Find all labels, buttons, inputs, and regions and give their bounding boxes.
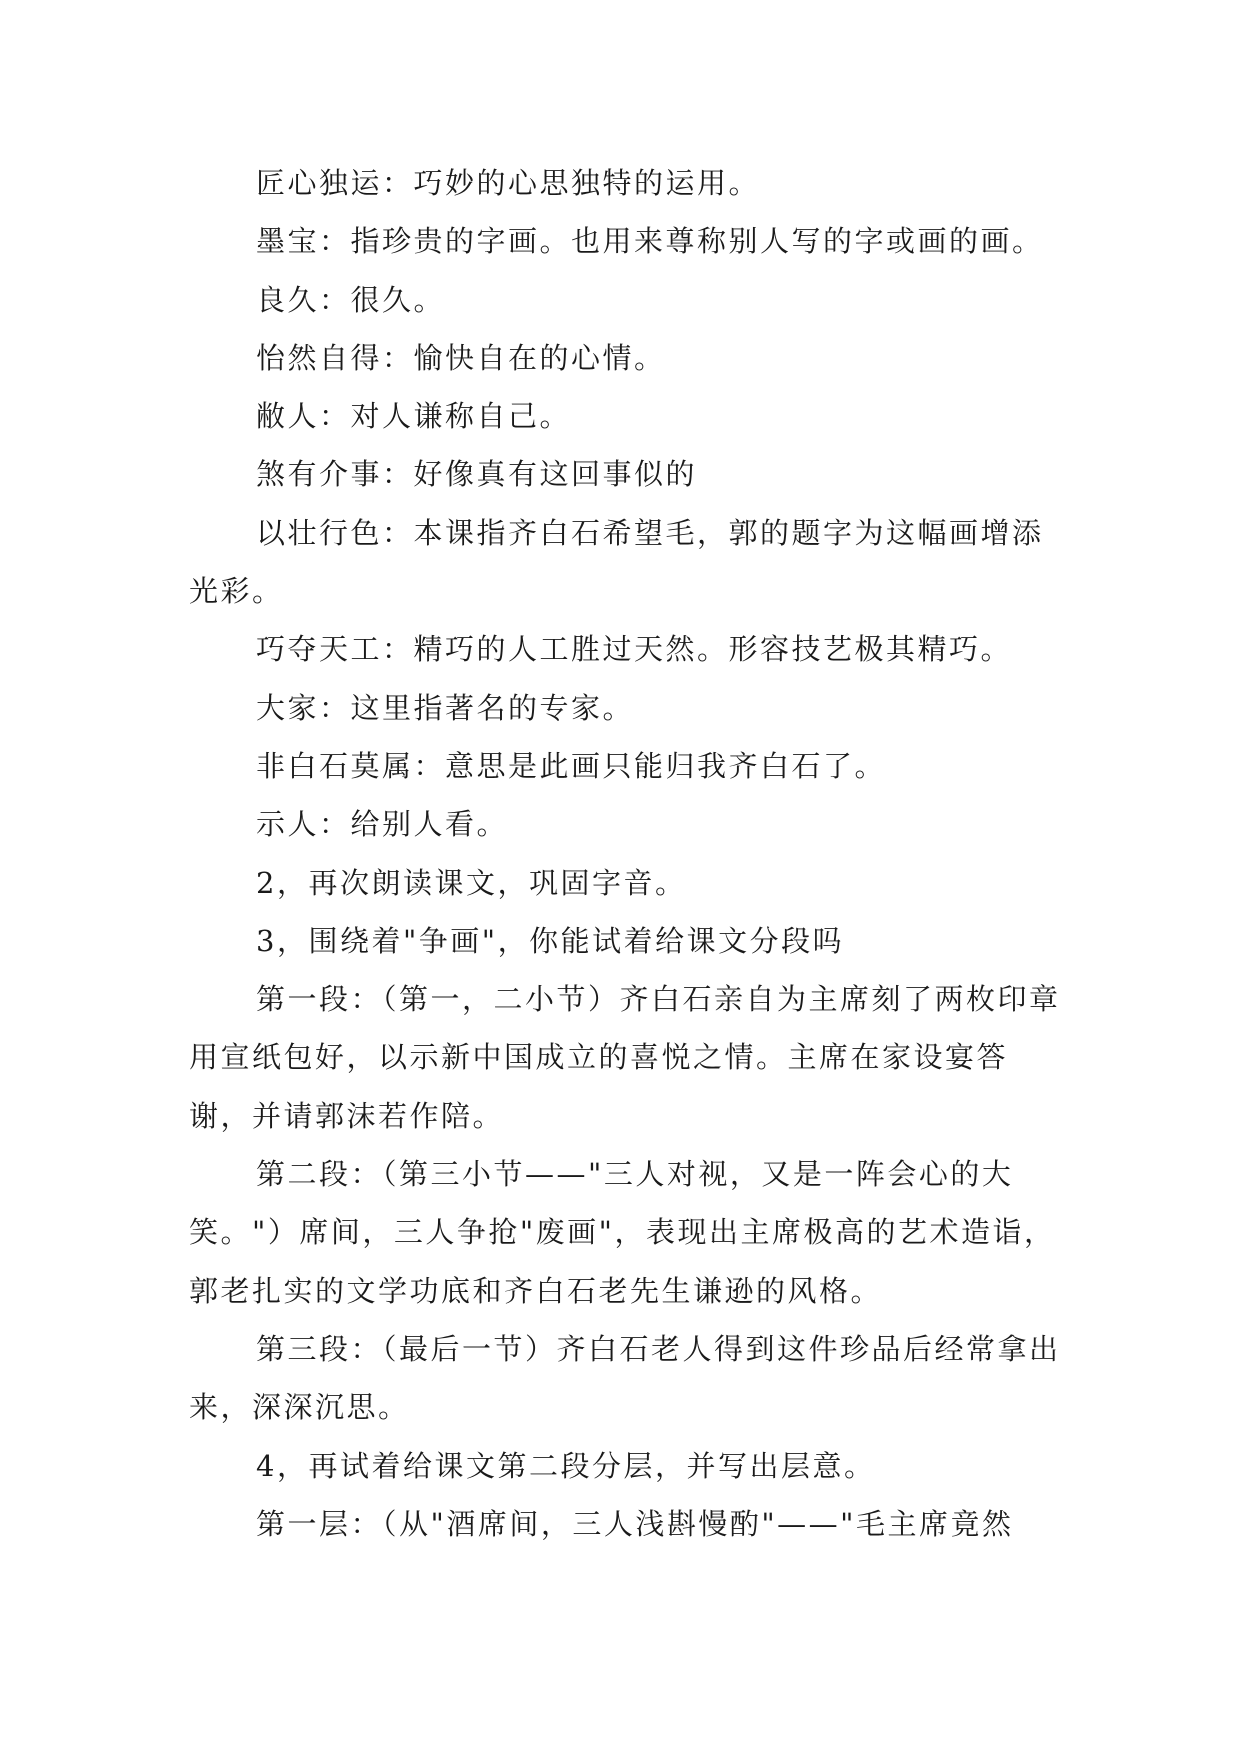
step-paragraph: 4，再试着给课文第二段分层，并写出层意。 — [256, 1448, 876, 1483]
section-paragraph: 第一段：（第一，二小节）齐白石亲自为主席刻了两枚印章用宣纸包好，以示新中国成立的喜悦之情。主席在家设宴答谢，并请郭沫若作陪。 — [189, 982, 1061, 1133]
definition-paragraph: 巧夺天工：精巧的人工胜过天然。形容技艺极其精巧。 — [256, 632, 1013, 667]
step-paragraph: 3，围绕着"争画"，你能试着给课文分段吗 — [256, 923, 845, 958]
definition-paragraph: 墨宝：指珍贵的字画。也用来尊称别人写的字或画的画。 — [256, 224, 1044, 259]
definition-paragraph: 良久：很久。 — [256, 282, 446, 317]
definition-paragraph: 怡然自得：愉快自在的心情。 — [256, 340, 666, 375]
definition-paragraph: 敝人：对人谦称自己。 — [256, 399, 572, 434]
section-paragraph: 第三段：（最后一节）齐白石老人得到这件珍品后经常拿出来，深深沉思。 — [189, 1331, 1061, 1425]
definition-paragraph: 匠心独运：巧妙的心思独特的运用。 — [256, 166, 761, 200]
step-paragraph: 2，再次朗读课文，巩固字音。 — [256, 865, 687, 900]
definition-paragraph: 以壮行色：本课指齐白石希望毛，郭的题字为这幅画增添光彩。 — [189, 515, 1044, 609]
definition-paragraph: 大家：这里指著名的专家。 — [256, 690, 635, 725]
document-body — [189, 154, 1064, 1553]
section-paragraph: 第二段：（第三小节——"三人对视，又是一阵会心的大笑。"）席间，三人争抢"废画"，表现出主席极高的艺术造诣，郭老扎实的文学功底和齐白石老先生谦逊的风格。 — [189, 1157, 1056, 1308]
definition-paragraph: 煞有介事：好像真有这回事似的 — [256, 457, 698, 492]
definition-paragraph: 非白石莫属：意思是此画只能归我齐白石了。 — [256, 748, 887, 783]
definition-paragraph: 示人：给别人看。 — [256, 807, 509, 842]
layer-paragraph: 第一层：（从"酒席间，三人浅斟慢酌"——"毛主席竟然 — [256, 1506, 1014, 1541]
